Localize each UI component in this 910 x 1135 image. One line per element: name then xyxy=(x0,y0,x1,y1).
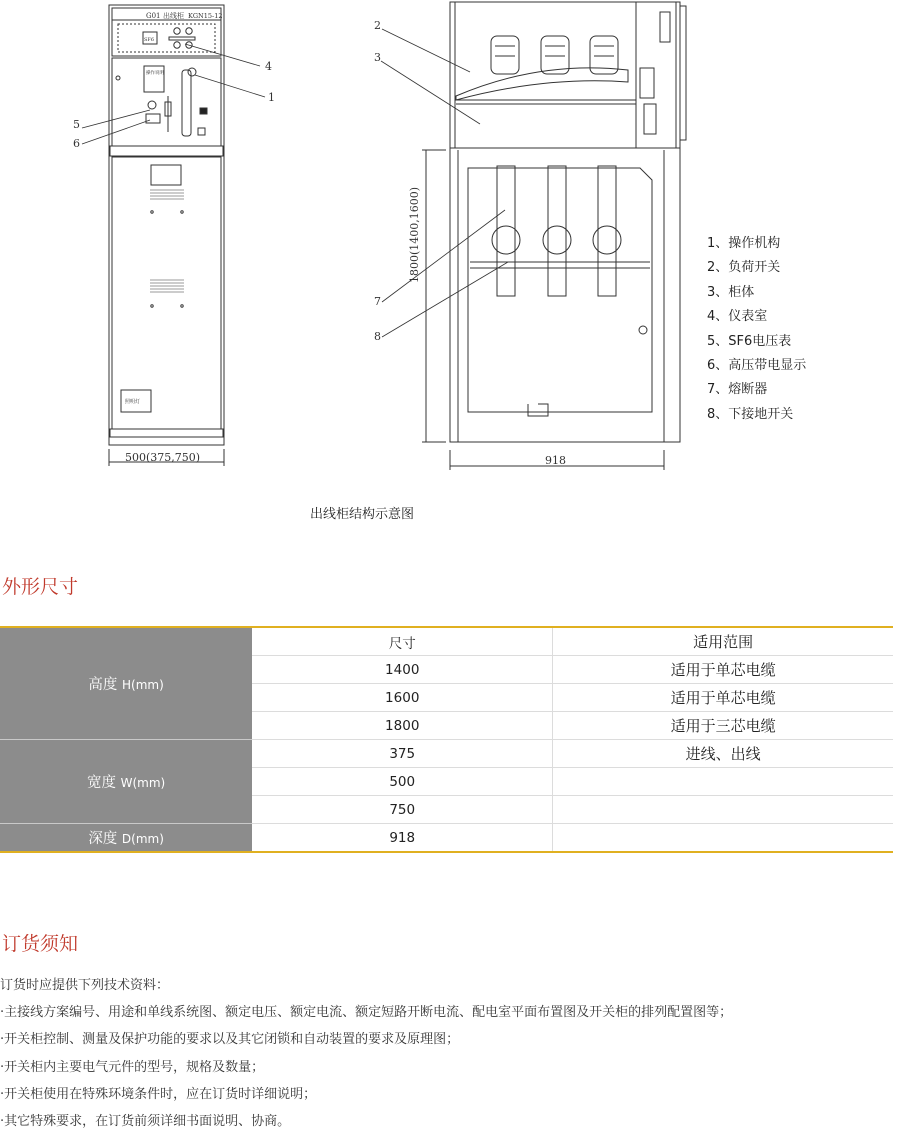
scope-cell xyxy=(553,824,893,853)
dimensions-table xyxy=(0,626,893,853)
size-cell: 1800 xyxy=(252,712,553,740)
size-cell: 375 xyxy=(252,740,553,768)
order-intro: 订货时应提供下列技术资料： xyxy=(0,978,170,993)
scope-cell: 进线、出线 xyxy=(553,740,893,768)
scope-cell xyxy=(553,768,893,796)
list-item: ·开关柜内主要电气元件的型号，规格及数量； xyxy=(0,1059,265,1075)
size-cell: 1400 xyxy=(252,656,553,684)
height-unit: H(mm) xyxy=(122,678,164,692)
panel-header-right: KGN15-12 xyxy=(188,12,223,20)
front-view xyxy=(109,5,224,466)
legend-item: 5、SF6电压表 xyxy=(707,333,792,349)
depth-unit: D(mm) xyxy=(121,832,164,846)
callout-8: 8 xyxy=(374,330,381,343)
height-label: 高度 xyxy=(88,677,118,693)
legend-item: 2、负荷开关 xyxy=(707,260,781,276)
side-view xyxy=(422,2,686,470)
panel-header-left: G01 xyxy=(146,12,161,20)
diagram-caption: 出线柜结构示意图 xyxy=(310,507,415,522)
depth-label-cell xyxy=(0,824,252,853)
legend-item: 6、高压带电显示 xyxy=(707,358,807,374)
header-size: 尺寸 xyxy=(252,627,553,656)
callout-6: 6 xyxy=(73,137,80,150)
legend-item: 3、柜体 xyxy=(707,284,755,300)
legend-item: 7、熔断器 xyxy=(707,382,768,398)
width-label-cell xyxy=(0,740,252,824)
side-height-label: 1800(1400,1600) xyxy=(408,186,421,283)
size-cell: 750 xyxy=(252,796,553,824)
height-label-cell xyxy=(0,627,252,740)
list-item: ·其它特殊要求，在订货前须详细书面说明、协商。 xyxy=(0,1114,291,1130)
header-scope: 适用范围 xyxy=(553,627,893,656)
scope-cell: 适用于单芯电缆 xyxy=(553,656,893,684)
front-width-label: 500(375,750) xyxy=(125,451,201,464)
panel-meter-label: SF6 xyxy=(144,37,155,43)
scope-cell: 适用于三芯电缆 xyxy=(553,712,893,740)
scope-cell: 适用于单芯电缆 xyxy=(553,684,893,712)
dimensions-title: 外形尺寸 xyxy=(2,576,79,598)
callout-7: 7 xyxy=(374,295,381,308)
legend-item: 1、操作机构 xyxy=(707,236,781,251)
table-row xyxy=(0,824,893,853)
panel-door-label: 操作说明 xyxy=(146,71,164,76)
size-cell: 500 xyxy=(252,768,553,796)
list-item: ·开关柜控制、测量及保护功能的要求以及其它闭锁和自动装置的要求及原理图； xyxy=(0,1032,460,1048)
component-legend xyxy=(707,232,806,427)
table-row xyxy=(0,627,893,656)
panel-header-mid: 出线柜 xyxy=(163,12,184,20)
callout-3: 3 xyxy=(374,51,381,64)
callout-2: 2 xyxy=(374,19,381,32)
width-label: 宽度 xyxy=(87,775,116,791)
size-cell: 918 xyxy=(252,824,553,853)
scope-cell xyxy=(553,796,893,824)
table-row xyxy=(0,740,893,768)
width-unit: W(mm) xyxy=(120,776,166,790)
size-cell: 1600 xyxy=(252,684,553,712)
order-notes xyxy=(0,972,732,1135)
legend-item: 8、下接地开关 xyxy=(707,406,794,422)
list-item: ·主接线方案编号、用途和单线系统图、额定电压、额定电流、额定短路开断电流、配电室平面布置图及开关柜的排列配置图等； xyxy=(0,1005,733,1021)
callout-5: 5 xyxy=(73,118,80,131)
callout-4: 4 xyxy=(265,60,272,73)
callout-1: 1 xyxy=(268,91,275,104)
depth-label: 深度 xyxy=(88,831,118,847)
order-notes-title: 订货须知 xyxy=(2,933,79,955)
list-item: ·开关柜使用在特殊环境条件时，应在订货时详细说明； xyxy=(0,1086,317,1102)
side-depth-label: 918 xyxy=(545,454,566,467)
legend-item: 4、仪表室 xyxy=(707,309,768,325)
panel-nameplate: 照明灯 xyxy=(125,399,141,405)
